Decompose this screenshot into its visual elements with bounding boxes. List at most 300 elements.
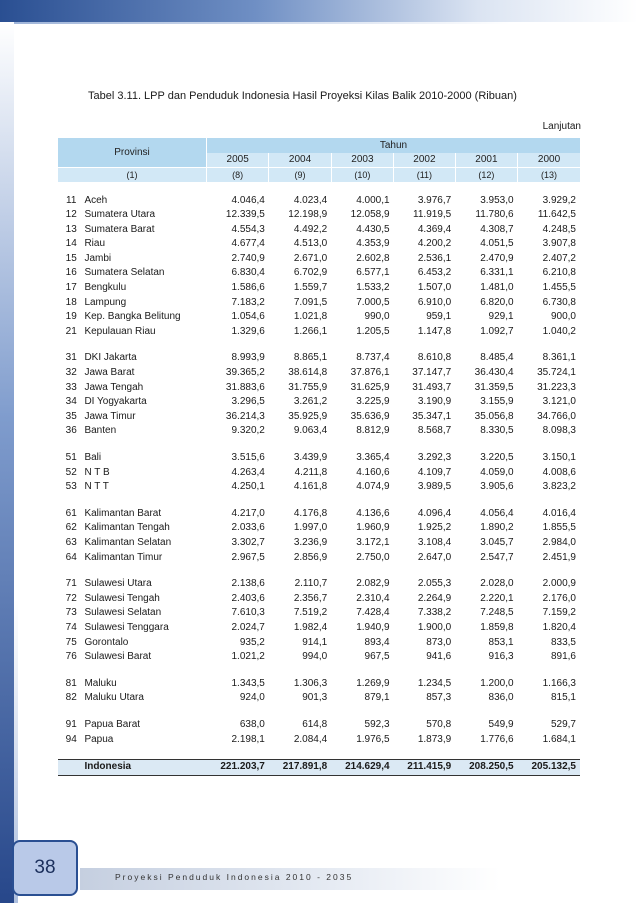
population-value: 34.766,0 bbox=[537, 410, 576, 422]
population-value: 1.455,5 bbox=[542, 282, 576, 294]
table-row bbox=[58, 310, 580, 325]
table-body bbox=[58, 182, 580, 776]
population-value: 1.481,0 bbox=[480, 282, 514, 294]
population-value: 2.547,7 bbox=[480, 551, 514, 563]
population-value: 614,8 bbox=[302, 718, 328, 730]
population-value: 4.059,0 bbox=[480, 466, 514, 478]
population-value: 35.724,1 bbox=[537, 367, 576, 379]
population-value: 4.109,7 bbox=[417, 466, 452, 478]
population-value: 2.356,7 bbox=[293, 592, 328, 604]
province-code: 73 bbox=[65, 607, 77, 619]
population-value: 4.492,2 bbox=[293, 223, 328, 235]
population-value: 11.642,5 bbox=[537, 209, 576, 221]
table-row bbox=[58, 733, 580, 748]
running-title: Proyeksi Penduduk Indonesia 2010 - 2035 bbox=[115, 872, 354, 882]
province-code bbox=[58, 760, 84, 776]
population-value: 1.890,2 bbox=[480, 522, 514, 534]
province-code: 16 bbox=[65, 267, 77, 279]
spacer-cell bbox=[58, 665, 580, 677]
population-value: 7.248,5 bbox=[480, 607, 514, 619]
province-name: Sulawesi Barat bbox=[84, 651, 152, 663]
population-table-container bbox=[58, 138, 580, 776]
table-row bbox=[58, 650, 580, 665]
population-value: 1.147,8 bbox=[417, 325, 452, 337]
column-number: (13) bbox=[518, 167, 580, 182]
header-year: 2002 bbox=[394, 153, 456, 167]
province-code: 36 bbox=[65, 425, 77, 437]
population-value: 11.780,6 bbox=[475, 209, 514, 221]
population-value: 7.183,2 bbox=[231, 296, 265, 308]
province-name: Jawa Timur bbox=[84, 410, 136, 422]
table-row bbox=[58, 252, 580, 267]
province-code: 81 bbox=[65, 677, 77, 689]
province-code: 75 bbox=[65, 636, 77, 648]
table-row bbox=[58, 381, 580, 396]
population-value: 1.200,0 bbox=[480, 677, 514, 689]
population-value: 592,3 bbox=[364, 718, 390, 730]
page-number-badge: 38 bbox=[12, 840, 78, 896]
province-code: 12 bbox=[65, 209, 77, 221]
group-spacer bbox=[58, 565, 580, 577]
population-value: 1.343,5 bbox=[231, 677, 265, 689]
column-number: (12) bbox=[455, 167, 517, 182]
table-row bbox=[58, 521, 580, 536]
population-value: 2.110,7 bbox=[294, 578, 328, 590]
population-value: 990,0 bbox=[364, 311, 390, 323]
population-value: 7.000,5 bbox=[356, 296, 390, 308]
province-name: Kalimantan Barat bbox=[84, 507, 162, 519]
population-value: 6.702,9 bbox=[293, 267, 328, 279]
population-value: 4.074,9 bbox=[356, 481, 390, 493]
population-value: 205.132,5 bbox=[518, 760, 580, 776]
population-value: 7.519,2 bbox=[293, 607, 328, 619]
population-value: 836,0 bbox=[488, 692, 514, 704]
population-value: 3.108,4 bbox=[417, 536, 452, 548]
population-value: 1.820,4 bbox=[542, 621, 576, 633]
population-value: 3.190,9 bbox=[417, 396, 452, 408]
group-spacer bbox=[58, 182, 580, 194]
population-value: 11.919,5 bbox=[413, 209, 452, 221]
population-value: 4.176,8 bbox=[293, 507, 328, 519]
population-value: 833,5 bbox=[550, 636, 576, 648]
population-value: 3.150,1 bbox=[542, 452, 576, 463]
province-code: 71 bbox=[65, 578, 77, 590]
population-value: 2.055,3 bbox=[417, 578, 452, 590]
population-value: 6.830,4 bbox=[231, 267, 265, 279]
population-value: 2.264,9 bbox=[417, 592, 452, 604]
population-value: 6.210,8 bbox=[542, 267, 576, 279]
population-value: 1.166,3 bbox=[542, 677, 576, 689]
column-number: (11) bbox=[394, 167, 456, 182]
province-name: Jawa Barat bbox=[84, 367, 135, 379]
population-value: 4.160,6 bbox=[356, 466, 390, 478]
province-code: 19 bbox=[65, 311, 77, 323]
province-name: Sulawesi Selatan bbox=[84, 607, 162, 619]
total-label: Indonesia bbox=[84, 760, 206, 776]
province-name: Banten bbox=[84, 425, 117, 437]
province-code: 33 bbox=[65, 381, 77, 393]
population-value: 4.369,4 bbox=[417, 223, 452, 235]
population-value: 2.403,6 bbox=[231, 592, 265, 604]
province-code: 82 bbox=[65, 692, 77, 704]
population-value: 3.261,2 bbox=[293, 396, 328, 408]
province-name: DI Yogyakarta bbox=[84, 396, 147, 408]
province-code: 14 bbox=[65, 238, 77, 250]
province-name: Bali bbox=[84, 452, 102, 463]
population-value: 4.000,1 bbox=[356, 194, 390, 206]
table-row bbox=[58, 606, 580, 621]
population-value: 2.984,0 bbox=[542, 536, 576, 548]
population-value: 941,6 bbox=[426, 651, 452, 663]
population-value: 3.439,9 bbox=[293, 452, 328, 463]
table-row bbox=[58, 194, 580, 209]
population-value: 2.176,0 bbox=[542, 592, 576, 604]
population-value: 1.776,6 bbox=[480, 733, 514, 745]
header-year: 2004 bbox=[269, 153, 331, 167]
population-value: 1.997,0 bbox=[293, 522, 328, 534]
header-provinsi: Provinsi bbox=[58, 138, 207, 167]
header-year: 2003 bbox=[331, 153, 393, 167]
table-row bbox=[58, 592, 580, 607]
population-value: 3.236,9 bbox=[293, 536, 328, 548]
population-value: 9.063,4 bbox=[293, 425, 328, 437]
province-code: 62 bbox=[65, 522, 77, 534]
population-value: 8.485,4 bbox=[480, 352, 514, 364]
top-decorative-bar bbox=[0, 0, 638, 22]
population-value: 638,0 bbox=[239, 718, 265, 730]
population-value: 1.507,0 bbox=[417, 282, 452, 294]
population-value: 4.200,2 bbox=[417, 238, 452, 250]
population-value: 3.929,2 bbox=[542, 194, 576, 206]
column-number: (10) bbox=[331, 167, 393, 182]
province-code: 64 bbox=[65, 551, 77, 563]
province-code: 61 bbox=[65, 507, 77, 519]
spacer-cell bbox=[58, 182, 580, 194]
table-caption: Tabel 3.11. LPP dan Penduduk Indonesia Hasil Proyeksi Kilas Balik 2010-2000 (Ribuan) bbox=[88, 90, 517, 102]
population-value: 3.905,6 bbox=[480, 481, 514, 493]
province-code: 53 bbox=[65, 481, 77, 493]
population-value: 1.684,1 bbox=[542, 733, 576, 745]
population-value: 8.568,7 bbox=[417, 425, 452, 437]
table-row bbox=[58, 366, 580, 381]
population-value: 2.750,0 bbox=[356, 551, 390, 563]
table-row bbox=[58, 325, 580, 340]
table-row bbox=[58, 351, 580, 366]
population-value: 31.359,5 bbox=[474, 381, 514, 393]
population-value: 37.147,7 bbox=[412, 367, 452, 379]
population-value: 6.331,1 bbox=[480, 267, 514, 279]
population-value: 221.203,7 bbox=[207, 760, 269, 776]
province-name: Jambi bbox=[84, 252, 112, 264]
population-value: 2.967,5 bbox=[231, 551, 265, 563]
table-row bbox=[58, 691, 580, 706]
table-row bbox=[58, 410, 580, 425]
population-value: 994,0 bbox=[302, 651, 328, 663]
population-value: 4.008,6 bbox=[542, 466, 576, 478]
population-value: 2.310,4 bbox=[356, 592, 390, 604]
population-value: 2.647,0 bbox=[417, 551, 452, 563]
population-value: 3.296,5 bbox=[231, 396, 265, 408]
table-row bbox=[58, 395, 580, 410]
province-name: N T T bbox=[84, 481, 109, 493]
population-value: 901,3 bbox=[302, 692, 328, 704]
population-value: 3.172,1 bbox=[356, 536, 390, 548]
continuation-label: Lanjutan bbox=[542, 121, 581, 132]
population-value: 4.051,5 bbox=[480, 238, 514, 250]
province-name: Kep. Bangka Belitung bbox=[84, 311, 181, 323]
province-name: Lampung bbox=[84, 296, 127, 308]
population-value: 4.250,1 bbox=[231, 481, 265, 493]
population-value: 2.536,1 bbox=[417, 252, 452, 264]
population-value: 1.306,3 bbox=[293, 677, 328, 689]
population-value: 1.266,1 bbox=[293, 325, 328, 337]
table-row bbox=[58, 208, 580, 223]
population-value: 929,1 bbox=[488, 311, 514, 323]
province-name: Gorontalo bbox=[84, 636, 129, 648]
population-value: 2.082,9 bbox=[356, 578, 390, 590]
group-spacer bbox=[58, 706, 580, 718]
province-code: 94 bbox=[65, 733, 77, 745]
population-value: 3.976,7 bbox=[417, 194, 452, 206]
population-value: 1.533,2 bbox=[356, 282, 390, 294]
population-value: 2.602,8 bbox=[356, 252, 390, 264]
population-value: 1.559,7 bbox=[293, 282, 328, 294]
population-value: 12.058,9 bbox=[350, 209, 390, 221]
header-year: 2005 bbox=[207, 153, 269, 167]
spacer-cell bbox=[58, 706, 580, 718]
population-value: 12.339,5 bbox=[225, 209, 265, 221]
population-value: 4.308,7 bbox=[480, 223, 514, 235]
province-name: Kalimantan Tengah bbox=[84, 522, 170, 534]
province-name: Sulawesi Tenggara bbox=[84, 621, 169, 633]
province-code: 72 bbox=[65, 592, 77, 604]
province-name: DKI Jakarta bbox=[84, 352, 137, 364]
population-value: 8.865,1 bbox=[293, 352, 328, 364]
population-value: 31.883,6 bbox=[225, 381, 265, 393]
population-value: 7.159,2 bbox=[542, 607, 576, 619]
population-value: 967,5 bbox=[364, 651, 390, 663]
population-value: 35.056,8 bbox=[474, 410, 514, 422]
population-value: 6.730,8 bbox=[542, 296, 576, 308]
population-value: 31.223,3 bbox=[537, 381, 576, 393]
population-value: 3.953,0 bbox=[480, 194, 514, 206]
province-name: Kepulauan Riau bbox=[84, 325, 156, 337]
population-value: 6.453,2 bbox=[417, 267, 452, 279]
population-value: 4.016,4 bbox=[542, 507, 576, 519]
table-row bbox=[58, 424, 580, 439]
population-value: 8.361,1 bbox=[542, 352, 576, 364]
province-code: 51 bbox=[65, 452, 77, 463]
population-value: 857,3 bbox=[426, 692, 452, 704]
population-value: 35.347,1 bbox=[412, 410, 452, 422]
population-value: 4.554,3 bbox=[231, 223, 265, 235]
population-value: 31.625,9 bbox=[350, 381, 390, 393]
population-value: 2.470,9 bbox=[480, 252, 514, 264]
population-value: 2.028,0 bbox=[480, 578, 514, 590]
population-value: 3.220,5 bbox=[480, 452, 514, 463]
population-value: 1.021,2 bbox=[231, 651, 265, 663]
population-value: 1.900,0 bbox=[417, 621, 452, 633]
population-value: 935,2 bbox=[239, 636, 265, 648]
population-value: 914,1 bbox=[302, 636, 328, 648]
province-name: Maluku Utara bbox=[84, 692, 144, 704]
population-value: 2.000,9 bbox=[542, 578, 576, 590]
province-code: 91 bbox=[65, 718, 77, 730]
table-row bbox=[58, 536, 580, 551]
population-value: 8.737,4 bbox=[356, 352, 390, 364]
population-value: 8.993,9 bbox=[231, 352, 265, 364]
population-value: 2.451,9 bbox=[542, 551, 576, 563]
population-value: 549,9 bbox=[488, 718, 514, 730]
table-row bbox=[58, 266, 580, 281]
population-value: 2.198,1 bbox=[231, 733, 265, 745]
population-value: 35.925,9 bbox=[288, 410, 328, 422]
table-row bbox=[58, 296, 580, 311]
population-value: 31.755,9 bbox=[288, 381, 328, 393]
table-row bbox=[58, 281, 580, 296]
population-value: 4.211,8 bbox=[294, 466, 328, 478]
population-value: 924,0 bbox=[239, 692, 265, 704]
population-value: 879,1 bbox=[364, 692, 390, 704]
population-value: 12.198,9 bbox=[288, 209, 328, 221]
population-value: 4.023,4 bbox=[293, 194, 328, 206]
population-value: 4.677,4 bbox=[231, 238, 265, 250]
population-value: 815,1 bbox=[550, 692, 576, 704]
table-row bbox=[58, 718, 580, 733]
table-row bbox=[58, 466, 580, 481]
population-value: 1.960,9 bbox=[356, 522, 390, 534]
spacer-cell bbox=[58, 495, 580, 507]
population-value: 208.250,5 bbox=[455, 760, 517, 776]
population-value: 3.292,3 bbox=[417, 452, 452, 463]
population-value: 8.812,9 bbox=[356, 425, 390, 437]
province-code: 18 bbox=[65, 296, 77, 308]
population-value: 2.084,4 bbox=[293, 733, 328, 745]
population-value: 3.823,2 bbox=[542, 481, 576, 493]
population-value: 6.910,0 bbox=[417, 296, 452, 308]
province-name: Papua Barat bbox=[84, 718, 141, 730]
population-value: 2.856,9 bbox=[293, 551, 328, 563]
group-spacer bbox=[58, 747, 580, 760]
population-value: 959,1 bbox=[426, 311, 452, 323]
population-value: 6.820,0 bbox=[480, 296, 514, 308]
population-value: 9.320,2 bbox=[231, 425, 265, 437]
province-code: 63 bbox=[65, 536, 77, 548]
province-code: 52 bbox=[65, 466, 77, 478]
population-value: 4.263,4 bbox=[231, 466, 265, 478]
group-spacer bbox=[58, 439, 580, 451]
population-value: 3.989,5 bbox=[417, 481, 452, 493]
population-value: 2.138,6 bbox=[231, 578, 265, 590]
spacer-cell bbox=[58, 565, 580, 577]
population-value: 1.873,9 bbox=[417, 733, 452, 745]
province-code: 15 bbox=[65, 252, 77, 264]
province-name: Kalimantan Timur bbox=[84, 551, 163, 563]
population-value: 39.365,2 bbox=[225, 367, 265, 379]
province-name: Riau bbox=[84, 238, 106, 250]
column-number: (1) bbox=[58, 167, 207, 182]
population-value: 2.033,6 bbox=[231, 522, 265, 534]
population-value: 7.091,5 bbox=[293, 296, 328, 308]
population-value: 4.056,4 bbox=[480, 507, 514, 519]
population-value: 3.515,6 bbox=[231, 452, 265, 463]
population-value: 35.636,9 bbox=[350, 410, 390, 422]
province-code: 17 bbox=[65, 282, 77, 294]
population-value: 36.214,3 bbox=[225, 410, 265, 422]
population-value: 1.021,8 bbox=[293, 311, 328, 323]
population-value: 4.046,4 bbox=[231, 194, 265, 206]
population-value: 1.855,5 bbox=[542, 522, 576, 534]
population-value: 891,6 bbox=[550, 651, 576, 663]
population-value: 1.329,6 bbox=[231, 325, 265, 337]
header-tahun: Tahun bbox=[207, 138, 581, 153]
population-value: 8.610,8 bbox=[417, 352, 452, 364]
population-value: 1.234,5 bbox=[417, 677, 452, 689]
province-name: Sumatera Barat bbox=[84, 223, 155, 235]
table-row bbox=[58, 451, 580, 466]
province-name: Sumatera Utara bbox=[84, 209, 156, 221]
header-year: 2000 bbox=[518, 153, 580, 167]
province-name: N T B bbox=[84, 466, 110, 478]
column-number: (8) bbox=[207, 167, 269, 182]
population-value: 1.940,9 bbox=[356, 621, 390, 633]
province-code: 76 bbox=[65, 651, 77, 663]
table-row bbox=[58, 507, 580, 522]
population-value: 211.415,9 bbox=[394, 760, 456, 776]
province-code: 13 bbox=[65, 223, 77, 235]
table-row bbox=[58, 551, 580, 566]
population-value: 2.671,0 bbox=[293, 252, 328, 264]
population-value: 1.982,4 bbox=[293, 621, 328, 633]
table-row bbox=[58, 237, 580, 252]
population-value: 2.220,1 bbox=[480, 592, 514, 604]
province-name: Maluku bbox=[84, 677, 117, 689]
province-code: 11 bbox=[66, 194, 77, 206]
province-code: 74 bbox=[65, 621, 77, 633]
group-spacer bbox=[58, 665, 580, 677]
population-value: 4.161,8 bbox=[293, 481, 328, 493]
population-value: 529,7 bbox=[550, 718, 576, 730]
province-code: 31 bbox=[65, 352, 77, 364]
population-value: 37.876,1 bbox=[350, 367, 390, 379]
population-value: 570,8 bbox=[426, 718, 452, 730]
population-value: 3.155,9 bbox=[480, 396, 514, 408]
population-value: 214.629,4 bbox=[331, 760, 393, 776]
province-name: Papua bbox=[84, 733, 114, 745]
group-spacer bbox=[58, 339, 580, 351]
spacer-cell bbox=[58, 339, 580, 351]
population-value: 2.740,9 bbox=[231, 252, 265, 264]
population-value: 1.859,8 bbox=[480, 621, 514, 633]
population-value: 1.925,2 bbox=[417, 522, 452, 534]
province-name: Sulawesi Utara bbox=[84, 578, 152, 590]
left-decorative-bar bbox=[0, 22, 14, 903]
province-name: Sulawesi Tengah bbox=[84, 592, 160, 604]
population-value: 7.610,3 bbox=[231, 607, 265, 619]
population-value: 4.136,6 bbox=[356, 507, 390, 519]
province-code: 34 bbox=[65, 396, 77, 408]
population-value: 38.614,8 bbox=[288, 367, 328, 379]
population-value: 1.586,6 bbox=[231, 282, 265, 294]
population-value: 2.407,2 bbox=[542, 252, 576, 264]
population-value: 853,1 bbox=[488, 636, 514, 648]
population-value: 8.330,5 bbox=[480, 425, 514, 437]
table-row bbox=[58, 621, 580, 636]
table-row bbox=[58, 636, 580, 651]
province-name: Bengkulu bbox=[84, 282, 127, 294]
table-row bbox=[58, 677, 580, 692]
population-value: 4.217,0 bbox=[231, 507, 265, 519]
